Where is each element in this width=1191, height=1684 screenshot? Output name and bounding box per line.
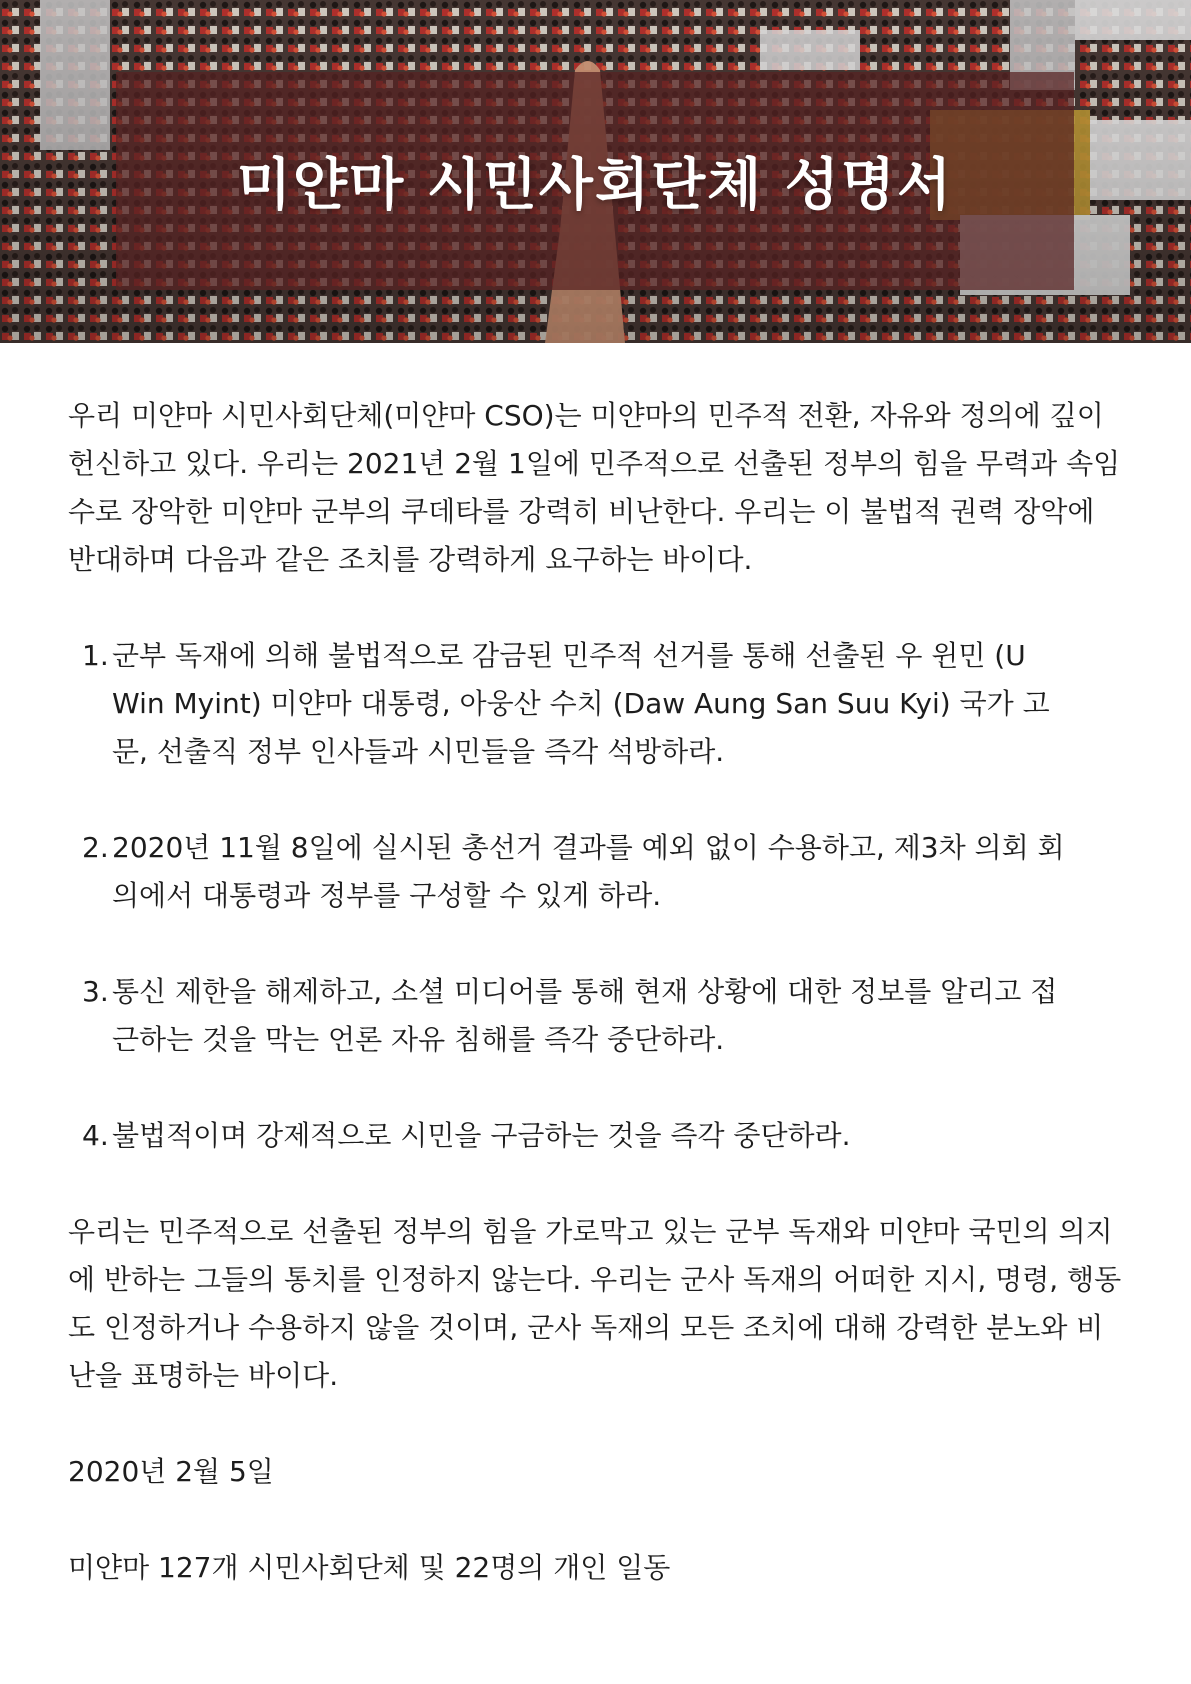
- intro-paragraph: 우리 미얀마 시민사회단체(미얀마 CSO)는 미얀마의 민주적 전환, 자유와 정의에 깊이 헌신하고 있다. 우리는 2021년 2월 1일에 민주적으로 선출된 정부의 힘을 무력과 속임수로 장악한 미얀마 군부의 쿠데타를 강력히 비난한다. 우리는 이 불법적 권력 장악에 반대하며 다음과 같은 조치를 강력하게 요구하는 바이다.: [68, 399, 1121, 576]
- demand-number: 2.: [82, 831, 109, 864]
- demand-number: 1.: [82, 639, 109, 672]
- demand-item: [68, 824, 1128, 920]
- demand-text: 2020년 11월 8일에 실시된 총선거 결과를 예외 없이 수용하고, 제3차 의회 회의에서 대통령과 정부를 구성할 수 있게 하라.: [112, 831, 1065, 912]
- demand-item: [68, 632, 1128, 776]
- signatories: 미얀마 127개 시민사회단체 및 22명의 개인 일동: [68, 1551, 671, 1584]
- demands-list: [68, 632, 1128, 1160]
- demand-text: 통신 제한을 해제하고, 소셜 미디어를 통해 현재 상황에 대한 정보를 알리고 접근하는 것을 막는 언론 자유 침해를 즉각 중단하라.: [112, 975, 1058, 1056]
- page-title: 미얀마 시민사회단체 성명서: [236, 153, 954, 218]
- demand-text: 군부 독재에 의해 불법적으로 감금된 민주적 선거를 통해 선출된 우 윈민 (U Win Myint) 미얀마 대통령, 아웅산 수치 (Daw Aung San Suu Kyi) 국가 고문, 선출직 정부 인사들과 시민들을 즉각 석방하라.: [112, 639, 1050, 768]
- demand-number: 4.: [82, 1119, 109, 1152]
- statement-body: [68, 392, 1128, 1592]
- demand-number: 3.: [82, 975, 109, 1008]
- statement-date: 2020년 2월 5일: [68, 1455, 274, 1488]
- demand-item: [68, 968, 1128, 1064]
- demand-item: [68, 1112, 1128, 1160]
- header-banner: [0, 0, 1191, 343]
- closing-paragraph: 우리는 민주적으로 선출된 정부의 힘을 가로막고 있는 군부 독재와 미얀마 국민의 의지에 반하는 그들의 통치를 인정하지 않는다. 우리는 군사 독재의 어떠한 지시, 명령, 행동도 인정하거나 수용하지 않을 것이며, 군사 독재의 모든 조치에 대해 강력한 분노와 비난을 표명하는 바이다.: [68, 1215, 1122, 1392]
- demand-text: 불법적이며 강제적으로 시민을 구금하는 것을 즉각 중단하라.: [112, 1119, 851, 1152]
